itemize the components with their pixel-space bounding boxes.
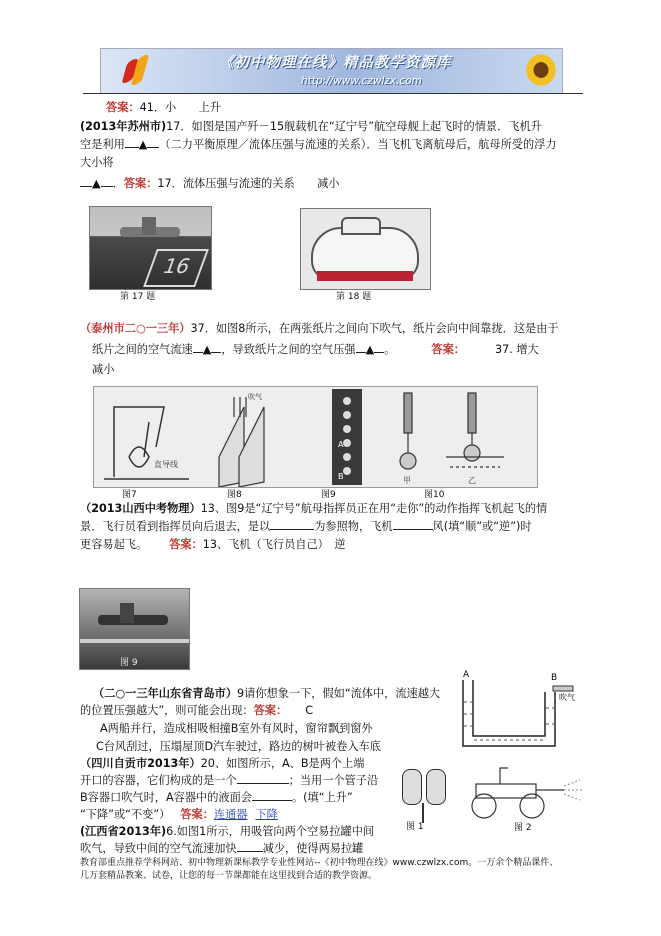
banner-title: 《初中物理在线》精品教学资源库 [219, 55, 452, 71]
q17-line4 [80, 175, 339, 192]
header-rule [83, 93, 583, 94]
q6-text: 减少，使得两易拉罐 [262, 842, 364, 855]
option-b: B室外有风时，窗帘飘到窗外 [230, 722, 373, 735]
answer-value: 37. 增大 [494, 343, 539, 356]
q17-text: （二力平衡原理／流体压强与流速的关系）．当飞机飞离航母后，航母所受的浮力 [159, 138, 557, 151]
answer-label: 答案： [169, 538, 203, 551]
fig7-label: 直导线 [154, 460, 178, 469]
q9-text: 9请你想象一下，假如“流体中，流速越大 [237, 687, 441, 700]
q20-text: 20、如图所示，A、B是两个上端 [200, 757, 365, 770]
banner-url[interactable]: http://www.czwlzx.com [301, 75, 422, 87]
q17-line2 [80, 136, 557, 153]
q17-line1 [80, 118, 542, 135]
answer-label: 答案： [106, 101, 140, 114]
fig9-label-a: A [338, 440, 344, 449]
figure-7-caption: 图7 [122, 490, 137, 500]
logo-icon [123, 55, 149, 87]
q13-text: 风(填“顺”或“逆”)时 [432, 520, 532, 533]
vessel-label-b: B [551, 673, 558, 683]
answer-label: 答案： [123, 177, 158, 190]
figure-9-photo-caption: 图 9 [120, 658, 138, 668]
answer-label: 答案： [253, 704, 288, 717]
figure-17-caption: 第 17 题 [120, 292, 156, 302]
option-d: D汽车驶过，路边的树叶被卷入车底 [204, 740, 381, 753]
blow-label: 吹气 [559, 693, 575, 702]
q37-text: 纸片之间的空气流速 [92, 343, 193, 356]
answer-label: 答案： [180, 808, 214, 821]
q20-text: 。(填“上升” [291, 791, 353, 804]
q17-source: (2013年苏州市) [80, 120, 167, 133]
cans-figure-1-caption: 图 1 [406, 822, 424, 832]
sunflower-icon [524, 52, 558, 88]
q6-line1 [80, 823, 374, 840]
answer-value: 连通器 [213, 808, 248, 821]
q9-options-ab [100, 720, 373, 737]
q13-text: 为参照物，飞机 [314, 520, 393, 533]
answer-value: 下降 [255, 808, 278, 821]
q9-line1 [93, 685, 440, 702]
answer-value: 17．流体压强与流速的关系 减小 [157, 177, 340, 190]
answer-value: 13、飞机（飞行员自己） 逆 [202, 538, 346, 551]
blank-marker: ▲ [365, 343, 375, 356]
figure-18-photo [300, 208, 431, 290]
figure-17-photo: 16 [89, 206, 212, 290]
q37-line3: 减小 [92, 363, 115, 376]
q9-source: （二○一三年山东省青岛市） [93, 687, 238, 700]
option-a: A两船并行，造成相吸相撞 [100, 722, 231, 735]
q20-line1 [80, 755, 364, 772]
cans-figure-1 [398, 763, 452, 833]
blank-marker: ▲ [138, 138, 148, 151]
q37-text: ，导致纸片之间的空气压强 [221, 343, 356, 356]
q20-source: （四川自贡市2013年） [80, 757, 201, 770]
figure-18-caption: 第 18 题 [336, 292, 372, 302]
answer-value: 41．小 上升 [139, 101, 221, 114]
q13-line2 [80, 518, 532, 535]
q37-text: 。 [384, 343, 396, 356]
q17-text: 17．如图是国产歼－15舰载机在“辽宁号”航空母舰上起飞时的情景．飞机升 [166, 120, 542, 133]
vessel-label-a: A [463, 670, 470, 680]
q37-text: 37．如图8所示，在两张纸片之间向下吹气，纸片会向中间靠拢．这是由于 [190, 322, 559, 335]
q17-text: ． [112, 177, 124, 190]
q20-text: “下降”或“不变”） [80, 808, 171, 821]
q13-source: （2013山西中考物理） [80, 502, 201, 515]
q37-line2 [92, 341, 539, 358]
header-banner [100, 48, 563, 94]
fig10-jia: 甲 [403, 476, 411, 485]
q20-text: 开口的容器，它们构成的是一个 [80, 774, 237, 787]
option-c: C台风刮过，压塌屋顶 [96, 740, 205, 753]
cart-figure-2-caption: 图 2 [514, 823, 532, 833]
fig10-yi: 乙 [468, 476, 476, 485]
q13-text: 13、图9是“辽宁号”航母指挥员正在用“走你”的动作指挥飞机起飞的情 [200, 502, 548, 515]
cart-figure-2 [460, 762, 584, 834]
q17-text: 空是利用 [80, 138, 125, 151]
answer-value: C [305, 704, 313, 717]
q20-text: B容器口吹气时，A容器中的液面会 [80, 791, 252, 804]
q13-text: 景．飞行员看到指挥员向后退去，是以 [80, 520, 271, 533]
q13-text: 更容易起飞。 [80, 538, 148, 551]
q13-line3 [80, 536, 346, 553]
q37-source: （泰州市二○一三年） [80, 322, 191, 335]
footer-line1: 教育部重点推荐学科网站、初中物理新课标教学专业性网站--《初中物理在线》www.czwlzx.com。一万余个精品课件、 [80, 858, 559, 868]
figures-7-10-image [93, 386, 538, 488]
q6-text: 6.如图1所示，用吸管向两个空易拉罐中间 [166, 825, 375, 838]
q20-line4 [80, 806, 278, 823]
fig9-label-b: B [338, 472, 344, 481]
vessel-drawing [455, 668, 585, 758]
answer-label: 答案： [431, 343, 465, 356]
figure-9-caption: 图9 [321, 490, 336, 500]
q9-options-cd [96, 738, 381, 755]
q20-line2 [80, 772, 378, 789]
footer-line2: 几万套精品教案、试卷，让您的每一节课都能在这里找到合适的教学资源。 [80, 871, 378, 881]
q6-line2 [80, 840, 363, 857]
connected-vessel-diagram [455, 668, 585, 758]
blank-marker: ▲ [92, 177, 101, 190]
figure-10-caption: 图10 [424, 490, 445, 500]
q37-line1 [80, 320, 559, 337]
q20-line3 [80, 789, 353, 806]
q17-line3: 大小将 [80, 156, 114, 169]
blank-marker: ▲ [202, 343, 212, 356]
figures-7-10-drawing [94, 387, 537, 487]
fig8-label: 吹气 [248, 393, 262, 401]
q6-source: (江西省2013年) [80, 825, 167, 838]
q9-line2 [80, 702, 313, 719]
prev-answer-line [106, 99, 221, 116]
q20-text: ；当用一个管子沿 [288, 774, 379, 787]
q9-text: 的位置压强越大”，则可能会出现： [80, 704, 254, 717]
q6-text: 吹气，导致中间的空气流速加快 [80, 842, 237, 855]
q13-line1 [80, 500, 547, 517]
figure-8-caption: 图8 [227, 490, 242, 500]
